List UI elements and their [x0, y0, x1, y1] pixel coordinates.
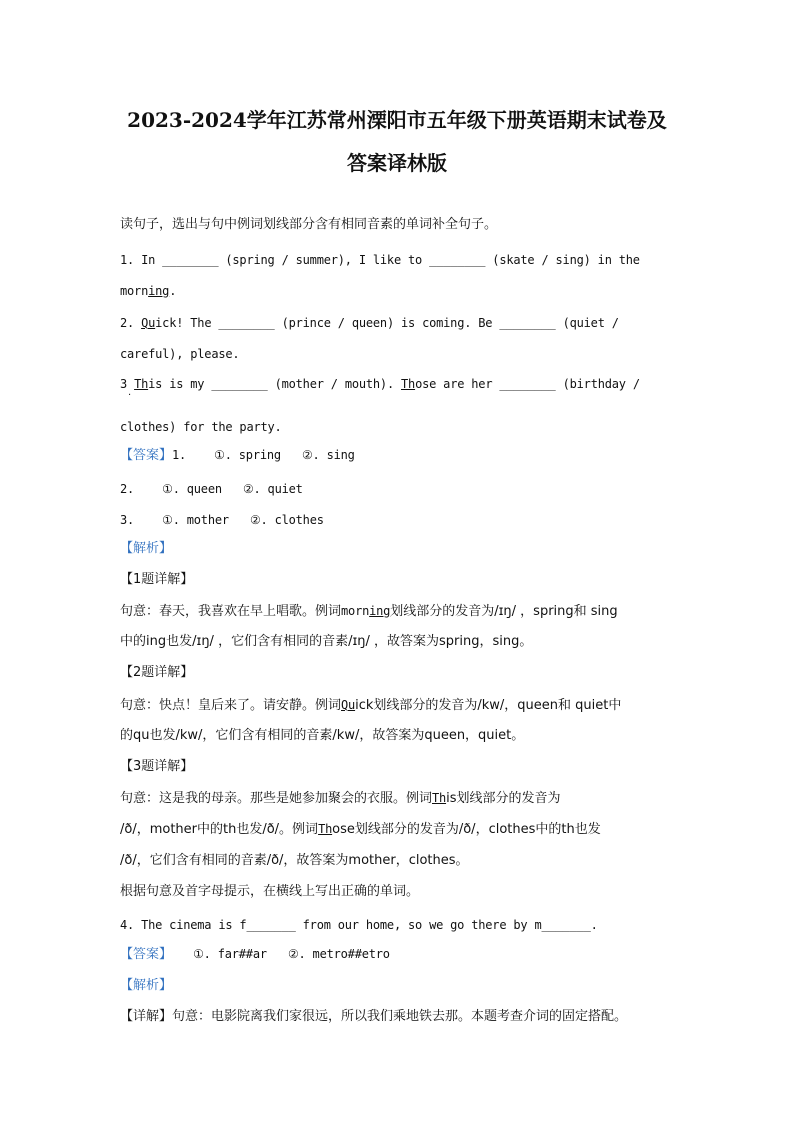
answer-row-1: 1. ①. spring ②. sing: [172, 448, 355, 462]
question-3-line-2: clothes) for the party.: [120, 420, 282, 434]
detail-1-line-2: 中的ing也发/ɪŋ/ ，它们含有相同的音素/ɪŋ/ ，故答案为spring，sing。: [120, 634, 533, 649]
detail-2-label: 【2题详解】: [120, 665, 194, 680]
detail-4-text: 句意：电影院离我们家很远，所以我们乘地铁去那。本题考查介词的固定搭配。: [172, 1009, 628, 1024]
question-1-line-2: morning.: [120, 284, 177, 298]
detail-1-label: 【1题详解】: [120, 572, 194, 587]
answer-row-3: 3. ①. mother ②. clothes: [120, 513, 324, 527]
detail-1-line-1: 句意：春天，我喜欢在早上唱歌。例词morning划线部分的发音为/ɪŋ/ ，spring和 sing: [120, 604, 618, 619]
question-1-line-1: 1. In ________ (spring / summer), I like to ________ (skate / sing) in the: [120, 253, 640, 267]
detail-3-line-3: /ð/，它们含有相同的音素/ð/，故答案为mother，clothes。: [120, 853, 469, 868]
detail-4-label: 【详解】: [120, 1009, 173, 1024]
document-title-line-1: 2023-2024学年江苏常州溧阳市五年级下册英语期末试卷及: [127, 108, 667, 132]
answer-block-1: [120, 446, 355, 465]
analysis-label: 【解析】: [120, 541, 173, 556]
section-instruction: 读句子，选出与句中例词划线部分含有相同音素的单词补全句子。: [120, 217, 498, 232]
answer-4-text: ①. far##ar ②. metro##etro: [172, 947, 390, 961]
question-3-line-1: 3 This is my ________ (mother / mouth). Those are her ________ (birthday /: [120, 377, 640, 391]
detail-4-line: [120, 1008, 627, 1026]
answer-row-2: 2. ①. queen ②. quiet: [120, 482, 303, 496]
document-title-line-2: 答案译林版: [347, 151, 447, 175]
question-2-line-1: 2. Quick! The ________ (prince / queen) is coming. Be ________ (quiet /: [120, 316, 619, 330]
detail-2-line-1: 句意：快点！皇后来了。请安静。例词Quick划线部分的发音为/kw/，queen和 quiet中: [120, 698, 622, 713]
answer-label: 【答案】: [120, 448, 173, 463]
section-2-instruction: 根据句意及首字母提示，在横线上写出正确的单词。: [120, 884, 420, 899]
question-4: 4. The cinema is f_______ from our home, so we go there by m_______.: [120, 918, 598, 932]
analysis-label-2: 【解析】: [120, 978, 173, 993]
answer-block-2: [120, 945, 390, 964]
detail-3-line-2: /ð/，mother中的th也发/ð/。例词Those划线部分的发音为/ð/，clothes中的th也发: [120, 822, 601, 837]
detail-2-line-2: 的qu也发/kw/，它们含有相同的音素/kw/，故答案为queen，quiet。: [120, 728, 525, 743]
emphasis-dot: ·: [128, 390, 132, 401]
answer-label-2: 【答案】: [120, 947, 173, 962]
detail-3-line-1: 句意：这是我的母亲。那些是她参加聚会的衣服。例词This划线部分的发音为: [120, 791, 561, 806]
question-2-line-2: careful), please.: [120, 347, 240, 361]
detail-3-label: 【3题详解】: [120, 759, 194, 774]
